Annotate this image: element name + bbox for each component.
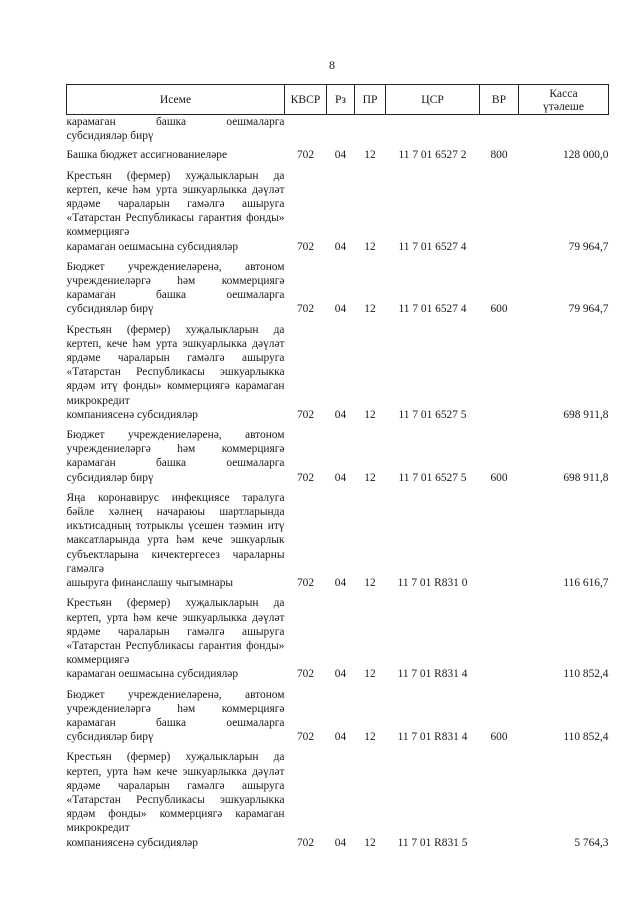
cell-rz <box>327 115 355 149</box>
name-line: компаниясенә субсидияләр <box>66 836 198 849</box>
name-line: Крестьян (фермер) хуҗалыкларын да кертеп, кече һәм урта эшкуарлыкка дәүләт ярдәме чараларын гамәлгә ашыруга «Татарстан Республикасы гарантия фонды» коммерциягә <box>66 169 285 239</box>
header-pr: ПР <box>355 85 386 115</box>
cell-kvsr: 702 <box>296 149 315 162</box>
name-line: субсидияләр бирү <box>66 303 154 316</box>
name-line: компаниясенә субсидияләр <box>66 408 198 421</box>
cell-kvsr: 702 <box>296 731 315 744</box>
cell-csr: 11 7 01 6527 4 <box>398 240 467 253</box>
name-line: Башка бюджет ассигнованиеләре <box>66 149 228 162</box>
cell-pr: 12 <box>364 668 376 681</box>
header-amount-line2: үтәлеше <box>542 99 584 113</box>
cell-csr: 11 7 01 6527 5 <box>398 471 467 484</box>
cell-rz: 04 <box>334 303 347 316</box>
table-row <box>67 750 609 855</box>
cell-kvsr: 702 <box>296 836 315 849</box>
cell-csr: 11 7 01 6527 4 <box>398 303 467 316</box>
cell-kvsr: 702 <box>296 240 315 253</box>
cell-pr: 12 <box>364 577 376 590</box>
cell-amount: 116 616,7 <box>563 577 609 590</box>
cell-csr: 11 7 01 R831 4 <box>397 668 468 681</box>
cell-pr: 12 <box>364 303 376 316</box>
cell-pr <box>355 115 386 149</box>
cell-name <box>67 169 285 260</box>
cell-name <box>67 688 285 751</box>
name-line: Крестьян (фермер) хуҗалыкларын да кертеп, кече һәм урта эшкуарлыкка дәүләт ярдәме чараларын гамәлгә ашыруга «Татарстан Республикасы эшкуарлыкка ярдәм итү фонды» коммерциягә карамаган микрокредит <box>66 323 285 407</box>
cell-amount: 5 764,3 <box>574 836 609 849</box>
cell-vr: 800 <box>490 149 508 162</box>
name-line: Бюджет учреждениеләренә, автоном учреждениеләргә һәм коммерциягә карамаган башка оешмаларга <box>66 429 285 470</box>
cell-name <box>67 115 285 149</box>
cell-rz: 04 <box>334 836 347 849</box>
cell-pr: 12 <box>364 731 376 744</box>
name-line: Бюджет учреждениеләренә, автоном учреждениеләргә һәм коммерциягә карамаган башка оешмаларга <box>66 260 285 302</box>
cell-csr: 11 7 01 6527 5 <box>398 408 467 421</box>
cell-kvsr: 702 <box>296 577 315 590</box>
cell-kvsr: 702 <box>296 303 315 316</box>
cell-rz: 04 <box>334 240 347 253</box>
cell-csr: 11 7 01 R831 0 <box>397 577 468 590</box>
cell-name <box>67 260 285 323</box>
cell-rz: 04 <box>334 577 347 590</box>
cell-name <box>67 428 285 491</box>
table-row <box>67 260 609 323</box>
name-line: карамаган башка оешмаларга <box>66 116 285 128</box>
header-amount <box>519 85 609 115</box>
page-number: 8 <box>329 58 335 72</box>
cell-name <box>67 323 285 428</box>
name-line: ашыруга финанслашу чыгымнары <box>66 577 234 590</box>
cell-amount: 128 000,0 <box>562 149 609 162</box>
header-csr: ЦСР <box>386 85 480 115</box>
cell-rz: 04 <box>334 149 347 162</box>
cell-vr <box>480 115 519 149</box>
cell-amount: 110 852,4 <box>563 668 609 681</box>
name-line: Яңа коронавирус инфекциясе таралуга бәйле хәлнең начараюы шартларында икътисадның тотрыклы үсешен тәэмин итү максатларында урта һәм кече эшкуарлык субъектларына кичектергесез чараларны гамәлгә <box>66 491 285 575</box>
cell-kvsr: 702 <box>296 668 315 681</box>
cell-rz: 04 <box>334 668 347 681</box>
cell-kvsr: 702 <box>296 408 315 421</box>
table-row <box>67 688 609 751</box>
cell-csr <box>386 115 480 149</box>
cell-name <box>67 596 285 687</box>
cell-pr: 12 <box>364 408 376 421</box>
table-row <box>67 491 609 596</box>
cell-name <box>67 148 285 168</box>
table-row <box>67 323 609 428</box>
cell-amount: 79 964,7 <box>568 303 609 316</box>
name-line: карамаган оешмасына субсидияләр <box>66 240 239 253</box>
cell-name <box>67 750 285 855</box>
cell-rz: 04 <box>334 471 347 484</box>
header-kvsr: КВСР <box>285 85 327 115</box>
cell-amount: 79 964,7 <box>568 240 609 253</box>
cell-vr <box>480 323 519 428</box>
cell-amount <box>519 115 609 149</box>
cell-pr: 12 <box>364 471 376 484</box>
cell-amount: 698 911,8 <box>563 471 609 484</box>
name-line: Крестьян (фермер) хуҗалыкларын да кертеп, урта һәм кече эшкуарлыкка дәүләт ярдәме чараларын гамәлгә ашыруга «Татарстан Республикасы гарантия фонды» коммерциягә <box>66 597 285 667</box>
table-row <box>67 115 609 149</box>
table-row <box>67 596 609 687</box>
cell-amount: 110 852,4 <box>563 731 609 744</box>
cell-pr: 12 <box>364 836 376 849</box>
header-vr: ВР <box>480 85 519 115</box>
cell-kvsr: 702 <box>296 471 315 484</box>
cell-vr <box>480 169 519 260</box>
name-line: Крестьян (фермер) хуҗалыкларын да кертеп, урта һәм кече эшкуарлыкка дәүләт ярдәме чараларын гамәлгә ашыруга «Татарстан Республикасы эшкуарлыкка ярдәм фонды» коммерциягә карамаган микрокредит <box>66 751 285 835</box>
name-line: субсидияләр бирү <box>66 130 154 143</box>
header-rz: Рз <box>327 85 355 115</box>
table-row <box>67 169 609 260</box>
name-line: субсидияләр бирү <box>66 731 154 744</box>
cell-vr: 600 <box>490 731 508 744</box>
cell-rz: 04 <box>334 408 347 421</box>
cell-amount: 698 911,8 <box>563 408 609 421</box>
name-line: карамаган оешмасына субсидияләр <box>66 668 239 681</box>
cell-vr <box>480 491 519 596</box>
table-header-row <box>67 85 609 115</box>
cell-pr: 12 <box>364 240 376 253</box>
header-name: Исеме <box>67 85 285 115</box>
cell-pr: 12 <box>364 149 376 162</box>
cell-csr: 11 7 01 R831 4 <box>397 731 468 744</box>
table-row <box>67 148 609 168</box>
cell-csr: 11 7 01 R831 5 <box>397 836 468 849</box>
cell-csr: 11 7 01 6527 2 <box>398 149 467 162</box>
cell-rz: 04 <box>334 731 347 744</box>
cell-vr <box>480 596 519 687</box>
cell-vr: 600 <box>490 303 508 316</box>
cell-vr: 600 <box>490 471 508 484</box>
header-amount-line1: Касса <box>549 86 578 100</box>
table-row <box>67 428 609 491</box>
name-line: субсидияләр бирү <box>66 471 154 484</box>
name-line: Бюджет учреждениеләренә, автоном учреждениеләргә һәм коммерциягә карамаган башка оешмаларга <box>66 688 285 729</box>
budget-table <box>66 84 609 856</box>
cell-kvsr <box>285 115 327 149</box>
table-body <box>67 115 609 856</box>
cell-vr <box>480 750 519 855</box>
cell-name <box>67 491 285 596</box>
